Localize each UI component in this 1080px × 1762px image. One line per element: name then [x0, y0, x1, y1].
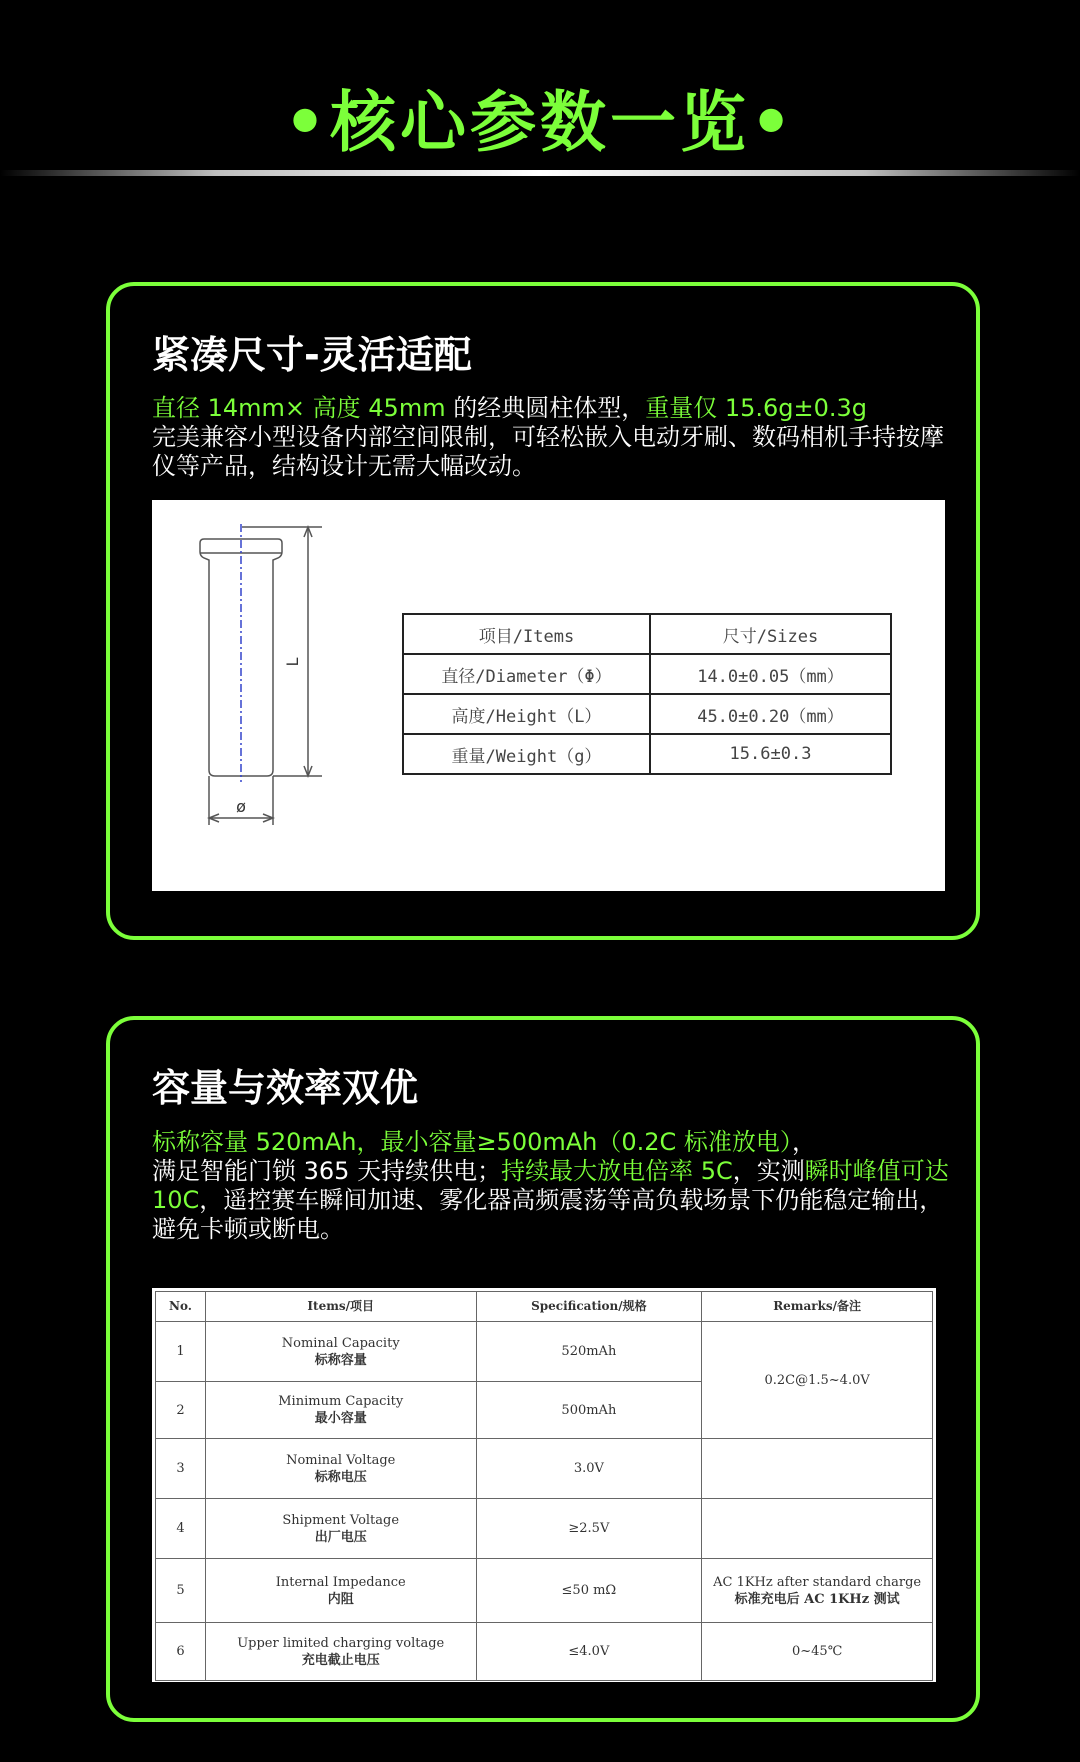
params-header-remarks: Remarks/备注 [702, 1292, 933, 1322]
size-text-1: 的经典圆柱体型， [445, 394, 646, 422]
params-remark [702, 1439, 933, 1499]
params-item-cn: 标称电压 [314, 1469, 367, 1485]
params-remark [702, 1499, 933, 1559]
params-remark-merged: 0.2C@1.5~4.0V [702, 1322, 933, 1439]
capacity-card [106, 1016, 980, 1722]
params-no: 1 [156, 1322, 206, 1382]
table-row [156, 1322, 933, 1382]
params-no: 4 [156, 1499, 206, 1559]
parameters-table [155, 1291, 933, 1681]
params-no: 2 [156, 1382, 206, 1439]
dimension-figure [152, 500, 945, 891]
params-item-cn: 内阻 [327, 1591, 354, 1607]
capacity-card-title: 容量与效率双优 [152, 1066, 419, 1110]
params-header-row [156, 1292, 933, 1322]
params-item [205, 1439, 476, 1499]
params-item-en: Shipment Voltage [282, 1512, 400, 1528]
table-row [156, 1559, 933, 1623]
params-remark: 0~45℃ [702, 1623, 933, 1681]
params-no: 3 [156, 1439, 206, 1499]
size-card-description [152, 394, 952, 481]
params-header-items: Items/项目 [205, 1292, 476, 1322]
battery-drawing [152, 500, 402, 891]
size-table-header-row [403, 614, 891, 654]
parameters-figure [152, 1288, 936, 1682]
params-spec: 520mAh [476, 1322, 702, 1382]
size-spec-table [402, 613, 892, 775]
params-item-en: Upper limited charging voltage [237, 1635, 445, 1651]
capacity-text-3: ，实测 [732, 1157, 805, 1185]
params-item [205, 1382, 476, 1439]
params-item [205, 1559, 476, 1623]
capacity-highlight-3: 瞬时峰值可达 10C [152, 1157, 949, 1214]
page-title: •核心参数一览• [283, 84, 797, 161]
params-item-en: Minimum Capacity [278, 1394, 404, 1409]
params-header-no: No. [156, 1292, 206, 1322]
params-remark-en: AC 1KHz after standard charge [713, 1574, 922, 1590]
size-row-diameter-value: 14.0±0.05（mm） [650, 654, 891, 694]
params-spec: 3.0V [476, 1439, 702, 1499]
size-text-2: 完美兼容小型设备内部空间限制，可轻松嵌入电动牙刷、数码相机手持按摩仪等产品，结构设计无需大幅改动。 [152, 423, 944, 480]
size-highlight-dimensions: 直径 14mm× 高度 45mm [152, 394, 446, 422]
params-item-cn: 最小容量 [314, 1411, 367, 1426]
size-row-weight-label: 重量/Weight（g） [403, 734, 650, 774]
params-spec: ≤4.0V [476, 1623, 702, 1681]
params-remark [702, 1559, 933, 1623]
size-card [106, 282, 980, 940]
params-item-en: Internal Impedance [275, 1574, 406, 1590]
capacity-highlight-2: 持续最大放电倍率 5C [501, 1157, 733, 1185]
table-row [403, 654, 891, 694]
capacity-text-4: ，遥控赛车瞬间加速、雾化器高频震荡等高负载场景下仍能稳定输出，避免卡顿或断电。 [152, 1186, 944, 1243]
params-item-cn: 出厂电压 [314, 1529, 367, 1545]
size-table-header-sizes: 尺寸/Sizes [650, 614, 891, 654]
params-spec: 500mAh [476, 1382, 702, 1439]
params-item [205, 1623, 476, 1681]
table-row [403, 694, 891, 734]
size-row-height-value: 45.0±0.20（mm） [650, 694, 891, 734]
diameter-label: ø [236, 797, 246, 816]
size-row-diameter-label: 直径/Diameter（Φ） [403, 654, 650, 694]
capacity-card-description [152, 1128, 952, 1244]
params-no: 5 [156, 1559, 206, 1623]
table-row [156, 1623, 933, 1681]
length-label: L [283, 657, 302, 667]
params-item [205, 1322, 476, 1382]
params-item-en: Nominal Voltage [286, 1452, 396, 1468]
size-row-height-label: 高度/Height（L） [403, 694, 650, 734]
table-row [403, 734, 891, 774]
capacity-highlight-1: 标称容量 520mAh，最小容量≥500mAh（0.2C 标准放电） [152, 1128, 792, 1156]
params-spec: ≤50 mΩ [476, 1559, 702, 1623]
params-header-spec: Specification/规格 [476, 1292, 702, 1322]
size-table-header-items: 项目/Items [403, 614, 650, 654]
params-item [205, 1499, 476, 1559]
size-row-weight-value: 15.6±0.3 [650, 734, 891, 774]
capacity-text-1: ， [791, 1128, 816, 1156]
page-header [0, 0, 1080, 200]
params-item-cn: 标称容量 [314, 1352, 367, 1368]
params-remark-cn: 标准充电后 AC 1KHz 测试 [734, 1591, 900, 1607]
params-no: 6 [156, 1623, 206, 1681]
size-card-title: 紧凑尺寸-灵活适配 [152, 333, 472, 377]
params-spec: ≥2.5V [476, 1499, 702, 1559]
table-row [156, 1499, 933, 1559]
table-row [156, 1439, 933, 1499]
header-divider [0, 170, 1080, 176]
size-highlight-weight: 重量仅 15.6g±0.3g [645, 394, 868, 422]
params-item-en: Nominal Capacity [281, 1335, 400, 1351]
params-item-cn: 充电截止电压 [301, 1652, 380, 1668]
capacity-text-2: 满足智能门锁 365 天持续供电； [152, 1157, 502, 1185]
